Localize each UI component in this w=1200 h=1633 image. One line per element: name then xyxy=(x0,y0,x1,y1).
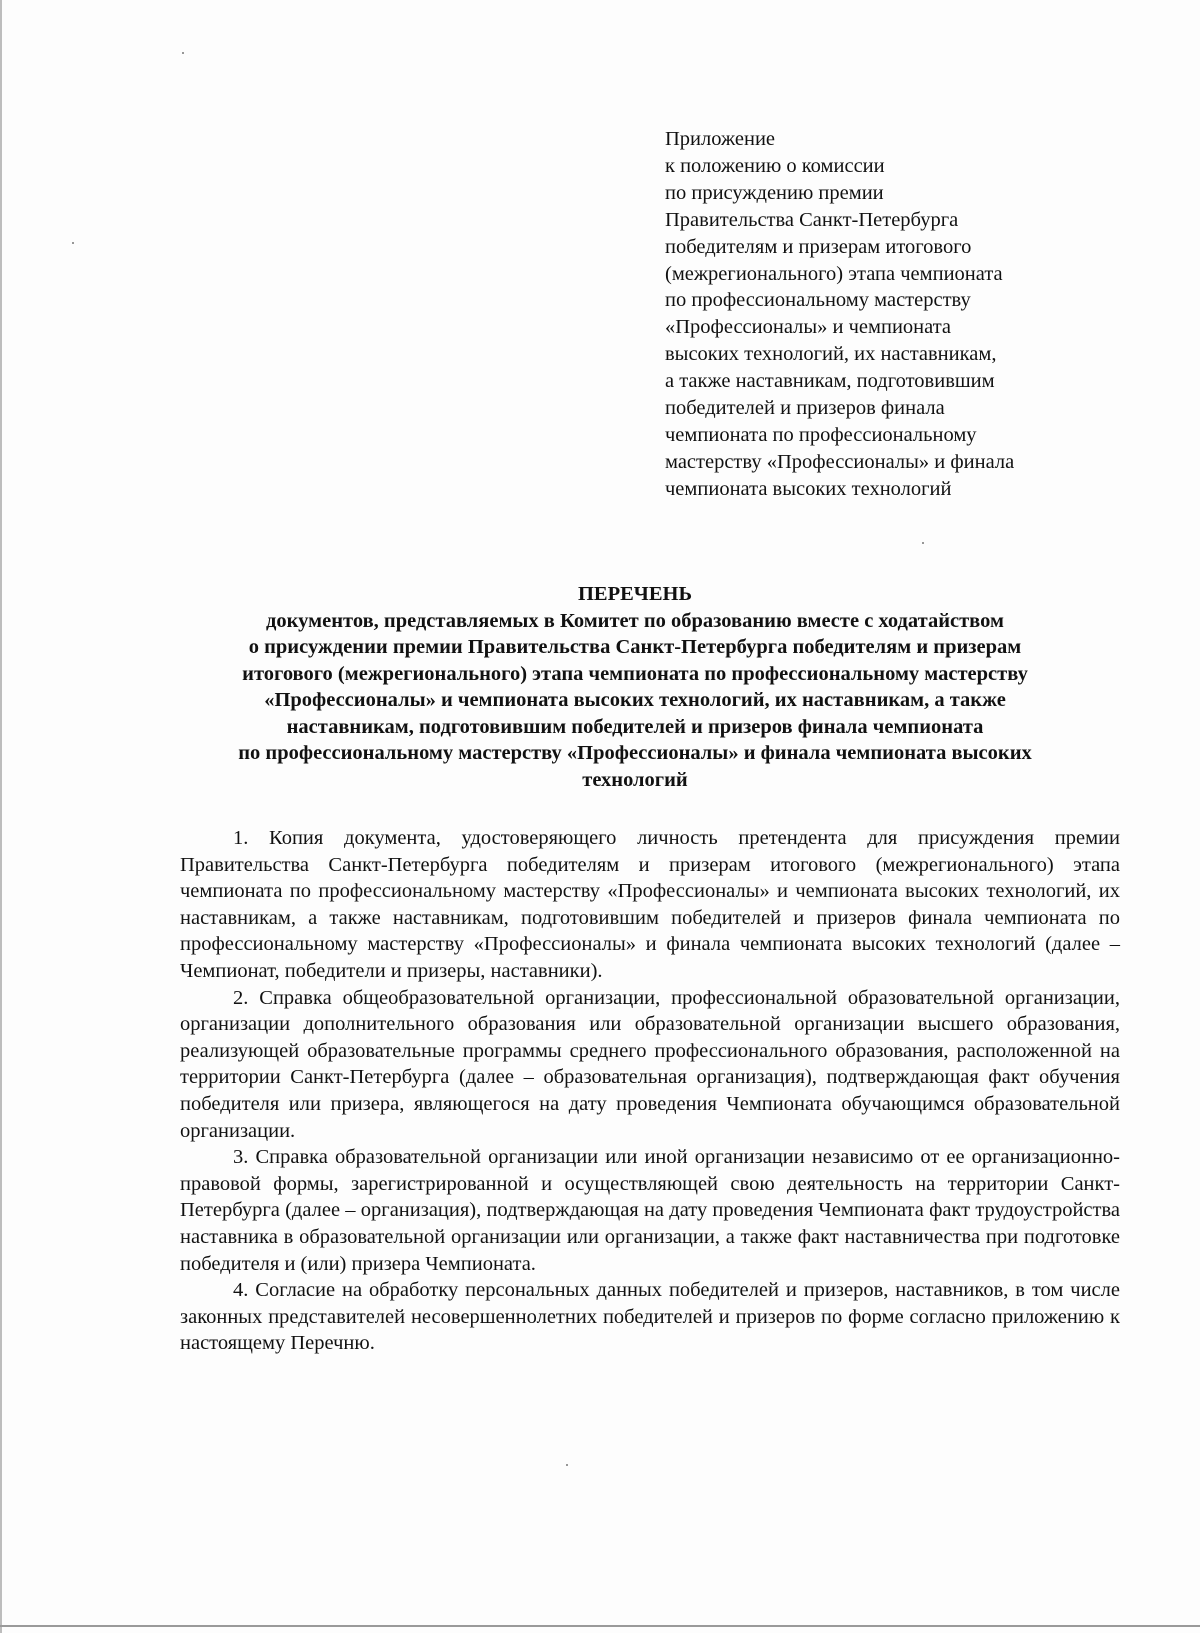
appendix-line: «Профессионалы» и чемпионата xyxy=(665,316,952,339)
appendix-note xyxy=(665,126,1125,503)
scan-speck xyxy=(922,542,924,544)
appendix-line: победителям и призерам итогового xyxy=(665,235,972,258)
appendix-line: к положению о комиссии xyxy=(665,154,885,177)
scan-speck xyxy=(182,52,184,54)
list-item: 1. Копия документа, удостоверяющего личность претендента для присуждения премии Правительства Санкт-Петербурга победителям и призерам итогового (межрегионального) этапа чемпионата по профессиональному мастерству «Профессионалы» и чемпионата высоких технологий, их наставникам, а также наставникам, подготовившим победителей и призеров финала чемпионата по профессиональному мастерству «Профессионалы» и финала чемпионата высоких технологий (далее – Чемпионат, победители и призеры, наставники). xyxy=(180,827,1120,982)
title-heading: ПЕРЕЧЕНЬ xyxy=(577,583,693,605)
appendix-line: победителей и призеров финала xyxy=(665,397,945,420)
scan-left-edge xyxy=(0,0,2,1633)
title-line: документов, представляемых в Комитет по образованию вместе с ходатайством xyxy=(266,609,1004,632)
document-title xyxy=(160,581,1110,793)
title-line: технологий xyxy=(582,768,688,791)
appendix-line: Правительства Санкт-Петербурга xyxy=(665,208,959,231)
title-line: итогового (межрегионального) этапа чемпионата по профессиональному мастерству xyxy=(242,662,1028,685)
title-line: по профессиональному мастерству «Профессионалы» и финала чемпионата высоких xyxy=(238,742,1032,764)
scan-speck xyxy=(72,242,74,244)
appendix-line: чемпионата по профессиональному xyxy=(665,423,977,446)
appendix-line: по присуждению премии xyxy=(665,181,884,204)
appendix-line: чемпионата высоких технологий xyxy=(665,477,952,500)
title-line: о присуждении премии Правительства Санкт-Петербурга победителям и призерам xyxy=(248,636,1022,658)
title-line: наставникам, подготовившим победителей и призеров финала чемпионата xyxy=(286,715,984,738)
list-item: 2. Справка общеобразовательной организации, профессиональной образовательной организации, организации дополнительного образования или образовательной организации высшего образования, реализующей образовательные программы среднего профессионального образования, расположенной на территории Санкт-Петербурга (далее – образовательная организация), подтверждающая факт обучения победителя или призера, являющегося на дату проведения Чемпионата обучающимся образовательной организации. xyxy=(180,986,1120,1142)
scan-speck xyxy=(566,1464,568,1466)
appendix-line: а также наставникам, подготовившим xyxy=(665,370,995,393)
appendix-line: Приложение xyxy=(665,128,776,150)
document-list xyxy=(180,825,1120,1357)
list-item: 4. Согласие на обработку персональных данных победителей и призеров, наставников, в том числе законных представителей несовершеннолетних победителей и призеров по форме согласно приложению к настоящему Перечню. xyxy=(180,1279,1120,1355)
appendix-line: по профессиональному мастерству xyxy=(665,289,971,312)
appendix-line: мастерству «Профессионалы» и финала xyxy=(665,450,1015,473)
appendix-line: высоких технологий, их наставникам, xyxy=(665,343,997,366)
title-line: «Профессионалы» и чемпионата высоких технологий, их наставникам, а также xyxy=(264,689,1006,711)
scan-bottom-edge xyxy=(0,1625,1200,1627)
appendix-line: (межрегионального) этапа чемпионата xyxy=(665,262,1003,285)
list-item: 3. Справка образовательной организации или иной организации независимо от ее организационно-правовой формы, зарегистрированной и осуществляющей свою деятельность на территории Санкт-Петербурга (далее – организация), подтверждающая на дату проведения Чемпионата факт трудоустройства наставника в образовательной организации или организации, а также факт наставничества при подготовке победителя и (или) призера Чемпионата. xyxy=(180,1146,1120,1275)
